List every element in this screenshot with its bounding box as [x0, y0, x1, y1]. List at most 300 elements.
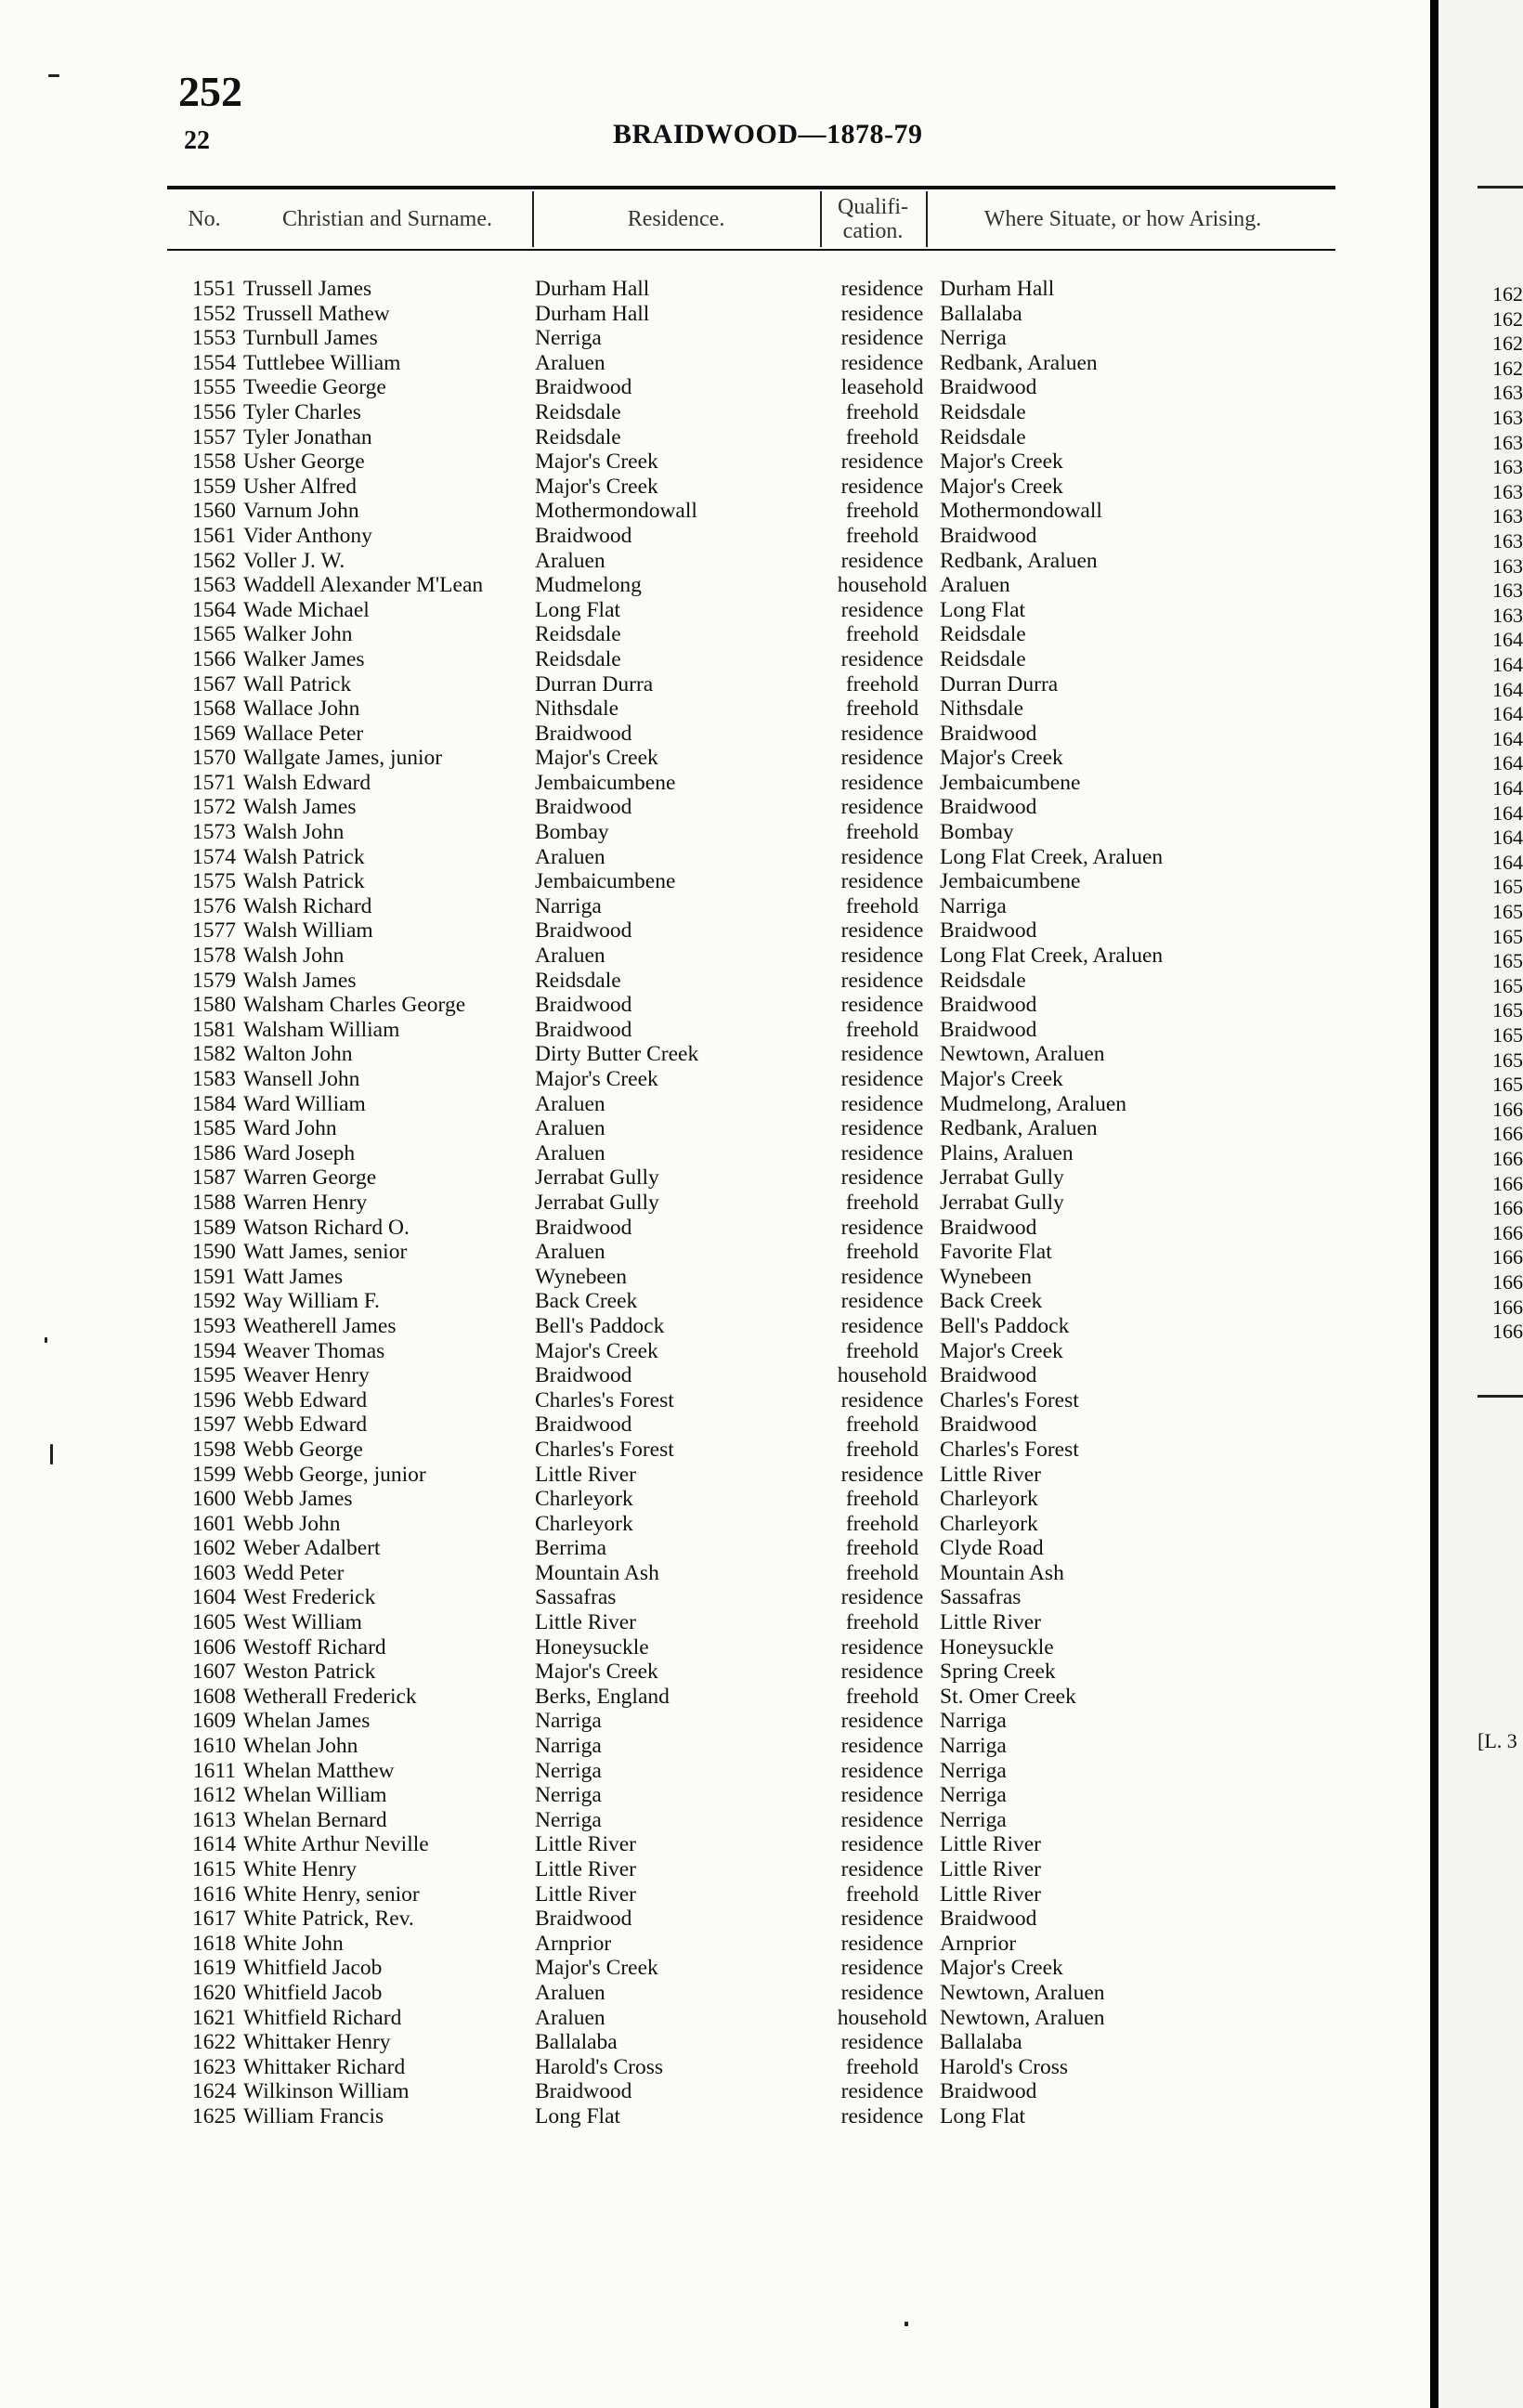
entry-qualification: household	[837, 2005, 928, 2030]
table-row	[0, 1141, 1430, 1166]
entry-where: Mountain Ash	[940, 1560, 1064, 1585]
entry-residence: Major's Creek	[535, 449, 658, 475]
table-row	[0, 1191, 1430, 1216]
table-row	[0, 1759, 1430, 1784]
table-row	[0, 1585, 1430, 1610]
table-row	[0, 1042, 1430, 1067]
entry-residence: Araluen	[535, 1240, 605, 1265]
entry-name: Ward Joseph	[243, 1140, 356, 1165]
entry-name: Way William F.	[243, 1289, 380, 1314]
entry-number: 1610	[192, 1734, 236, 1759]
entry-residence: Narriga	[535, 1709, 602, 1734]
entry-residence: Araluen	[535, 548, 605, 573]
table-row	[0, 820, 1430, 845]
fragment-number: 162	[1492, 282, 1523, 306]
entry-where: Jerrabat Gully	[940, 1190, 1064, 1215]
entry-number: 1591	[192, 1264, 236, 1289]
table-row	[0, 1363, 1430, 1388]
fragment-number: 163	[1492, 479, 1523, 503]
entry-number: 1571	[192, 770, 236, 795]
fragment-number: 163	[1492, 504, 1523, 528]
entry-qualification: residence	[840, 1907, 924, 1932]
entry-name: Usher George	[243, 449, 365, 475]
entry-residence: Araluen	[535, 1091, 605, 1116]
entry-where: Long Flat	[940, 2103, 1026, 2128]
entry-where: Long Flat Creek, Araluen	[940, 944, 1164, 969]
entry-name: Wilkinson William	[243, 2079, 410, 2104]
table-row	[0, 1956, 1430, 1981]
entry-number: 1554	[192, 350, 236, 375]
fragment-number: 164	[1492, 776, 1523, 800]
table-row	[0, 598, 1430, 623]
entry-name: Webb Edward	[243, 1412, 368, 1438]
entry-qualification: residence	[840, 1215, 924, 1240]
entry-where: Nerriga	[940, 1807, 1007, 1832]
table-row	[0, 1635, 1430, 1660]
entry-name: Whitfield Jacob	[243, 1956, 383, 1981]
entry-number: 1601	[192, 1511, 236, 1536]
entry-qualification: residence	[840, 548, 924, 573]
entry-qualification: residence	[840, 2079, 924, 2104]
entry-name: Walsh John	[243, 820, 345, 845]
table-row	[0, 326, 1430, 351]
entry-qualification: freehold	[845, 1338, 919, 1363]
entry-residence: Long Flat	[535, 597, 621, 622]
table-row	[0, 573, 1430, 598]
table-row	[0, 1018, 1430, 1043]
entry-where: Ballalaba	[940, 301, 1022, 326]
entry-number: 1564	[192, 597, 236, 622]
entry-qualification: freehold	[845, 1511, 919, 1536]
table-row	[0, 425, 1430, 450]
entry-qualification: freehold	[845, 820, 919, 845]
entry-name: William Francis	[243, 2103, 384, 2128]
table-row	[0, 1165, 1430, 1191]
entry-where: Narriga	[940, 1734, 1007, 1759]
fragment-number: 166	[1492, 1320, 1523, 1344]
entry-residence: Long Flat	[535, 2103, 621, 2128]
entry-name: Trussell James	[243, 277, 372, 301]
fragment-number: 166	[1492, 1122, 1523, 1146]
entry-name: Wallgate James, junior	[243, 746, 443, 771]
entry-qualification: residence	[840, 449, 924, 475]
entry-where: Braidwood	[940, 2079, 1037, 2104]
entry-name: Warren Henry	[243, 1190, 368, 1215]
entry-number: 1566	[192, 646, 236, 671]
fragment-number: 163	[1492, 603, 1523, 627]
entry-number: 1551	[192, 277, 236, 301]
fragment-number: 164	[1492, 826, 1523, 850]
entry-qualification: residence	[840, 646, 924, 671]
entry-where: Jembaicumbene	[940, 770, 1081, 795]
entry-number: 1587	[192, 1165, 236, 1191]
entry-qualification: residence	[840, 1807, 924, 1832]
entry-residence: Little River	[535, 1462, 636, 1487]
entry-name: Webb James	[243, 1487, 353, 1512]
entry-qualification: residence	[840, 1091, 924, 1116]
fragment-number: 164	[1492, 751, 1523, 775]
entry-number: 1618	[192, 1931, 236, 1956]
table-row	[0, 1660, 1430, 1685]
entry-number: 1582	[192, 1042, 236, 1067]
table-row	[0, 1882, 1430, 1907]
entry-residence: Little River	[535, 1610, 636, 1635]
entry-qualification: residence	[840, 1264, 924, 1289]
entry-number: 1625	[192, 2103, 236, 2128]
table-row	[0, 2030, 1430, 2055]
entry-residence: Araluen	[535, 1140, 605, 1165]
entry-where: Little River	[940, 1610, 1041, 1635]
entry-qualification: leasehold	[840, 375, 924, 400]
entry-number: 1584	[192, 1091, 236, 1116]
fragment-number: 163	[1492, 455, 1523, 479]
entry-qualification: residence	[840, 326, 924, 351]
entry-qualification: residence	[840, 918, 924, 944]
table-row	[0, 2079, 1430, 2104]
entry-where: Major's Creek	[940, 1067, 1063, 1091]
entry-qualification: residence	[840, 2030, 924, 2055]
entry-residence: Araluen	[535, 350, 605, 375]
entry-where: Braidwood	[940, 1017, 1037, 1042]
entry-residence: Braidwood	[535, 1363, 632, 1388]
table-row	[0, 549, 1430, 574]
entry-qualification: residence	[840, 1660, 924, 1685]
entry-residence: Braidwood	[535, 1215, 632, 1240]
entry-qualification: freehold	[845, 1240, 919, 1265]
table-row	[0, 969, 1430, 994]
entry-number: 1552	[192, 301, 236, 326]
entry-number: 1596	[192, 1387, 236, 1412]
entry-residence: Little River	[535, 1857, 636, 1881]
entry-qualification: freehold	[845, 893, 919, 918]
header-bottom-rule	[167, 249, 1335, 251]
entry-residence: Reidsdale	[535, 399, 621, 424]
entry-residence: Reidsdale	[535, 622, 621, 647]
entry-qualification: residence	[840, 1758, 924, 1783]
fragment-number: 164	[1492, 653, 1523, 676]
entry-qualification: residence	[840, 1042, 924, 1067]
entry-qualification: residence	[840, 770, 924, 795]
entry-number: 1590	[192, 1240, 236, 1265]
entry-name: Tweedie George	[243, 375, 386, 400]
entry-where: Durham Hall	[940, 277, 1055, 301]
entry-where: Little River	[940, 1881, 1041, 1907]
entry-name: Wetherall Frederick	[243, 1684, 417, 1709]
entry-number: 1598	[192, 1437, 236, 1462]
entry-where: Redbank, Araluen	[940, 548, 1098, 573]
entry-number: 1620	[192, 1980, 236, 2005]
entry-residence: Charleyork	[535, 1487, 633, 1512]
entry-residence: Araluen	[535, 1980, 605, 2005]
entry-number: 1607	[192, 1660, 236, 1685]
entry-where: Jerrabat Gully	[940, 1165, 1064, 1191]
table-row	[0, 499, 1430, 524]
entry-number: 1588	[192, 1190, 236, 1215]
entry-where: Nerriga	[940, 1783, 1007, 1808]
column-header-name: Christian and Surname.	[282, 207, 492, 231]
entry-where: Reidsdale	[940, 968, 1026, 993]
page-number: 252	[178, 68, 242, 115]
entry-where: Braidwood	[940, 918, 1037, 944]
table-row	[0, 1265, 1430, 1290]
entry-where: Long Flat Creek, Araluen	[940, 844, 1164, 869]
entry-residence: Sassafras	[535, 1585, 617, 1610]
entry-where: Bell's Paddock	[940, 1313, 1070, 1338]
entry-number: 1611	[192, 1758, 236, 1783]
table-row	[0, 1116, 1430, 1141]
entry-qualification: freehold	[845, 1412, 919, 1438]
entry-name: Weston Patrick	[243, 1660, 376, 1685]
entry-residence: Mountain Ash	[535, 1560, 659, 1585]
entry-number: 1557	[192, 424, 236, 449]
entry-qualification: residence	[840, 944, 924, 969]
entry-name: Walker James	[243, 646, 365, 671]
table-row	[0, 375, 1430, 400]
entry-where: Newtown, Araluen	[940, 2005, 1105, 2030]
entry-residence: Back Creek	[535, 1289, 638, 1314]
entry-number: 1563	[192, 573, 236, 598]
entry-residence: Araluen	[535, 844, 605, 869]
fragment-number: 163	[1492, 430, 1523, 454]
entry-where: Braidwood	[940, 1412, 1037, 1438]
entry-residence: Araluen	[535, 944, 605, 969]
table-row	[0, 1808, 1430, 1833]
entry-residence: Braidwood	[535, 1412, 632, 1438]
table-row	[0, 475, 1430, 500]
table-row	[0, 672, 1430, 697]
entry-where: St. Omer Creek	[940, 1684, 1076, 1709]
entry-residence: Nerriga	[535, 1807, 602, 1832]
entry-name: Whitfield Jacob	[243, 1980, 383, 2005]
entry-number: 1568	[192, 696, 236, 722]
entry-where: Charleyork	[940, 1487, 1038, 1512]
entry-number: 1577	[192, 918, 236, 944]
fragment-number: 166	[1492, 1147, 1523, 1170]
entry-residence: Dirty Butter Creek	[535, 1042, 699, 1067]
entry-name: Wedd Peter	[243, 1560, 345, 1585]
entry-number: 1589	[192, 1215, 236, 1240]
entry-qualification: residence	[840, 869, 924, 894]
entry-name: Walsham William	[243, 1017, 400, 1042]
table-row	[0, 647, 1430, 672]
entry-qualification: residence	[840, 721, 924, 746]
entry-where: Bombay	[940, 820, 1014, 845]
table-row	[0, 1388, 1430, 1413]
entry-name: Walsh Patrick	[243, 869, 365, 894]
table-row	[0, 1685, 1430, 1710]
entry-where: Charleyork	[940, 1511, 1038, 1536]
entry-name: Walton John	[243, 1042, 353, 1067]
entry-qualification: freehold	[845, 1487, 919, 1512]
entry-qualification: residence	[840, 1634, 924, 1660]
fragment-number: 164	[1492, 628, 1523, 652]
entry-number: 1565	[192, 622, 236, 647]
entry-name: Tuttlebee William	[243, 350, 401, 375]
entry-name: Turnbull James	[243, 326, 378, 351]
entry-qualification: freehold	[845, 424, 919, 449]
table-row	[0, 2006, 1430, 2031]
entry-number: 1573	[192, 820, 236, 845]
entry-qualification: freehold	[845, 671, 919, 696]
fragment-number: 164	[1492, 850, 1523, 874]
entry-qualification: residence	[840, 1931, 924, 1956]
table-row	[0, 1067, 1430, 1092]
table-row	[0, 696, 1430, 722]
entry-where: Wynebeen	[940, 1264, 1033, 1289]
table-row	[0, 1438, 1430, 1463]
table-row	[0, 1857, 1430, 1882]
entry-number: 1574	[192, 844, 236, 869]
entry-residence: Durham Hall	[535, 277, 650, 301]
fragment-number: 165	[1492, 900, 1523, 923]
table-row	[0, 1512, 1430, 1537]
entry-residence: Major's Creek	[535, 1660, 658, 1685]
entry-name: West Frederick	[243, 1585, 376, 1610]
table-row	[0, 944, 1430, 969]
entry-where: Reidsdale	[940, 646, 1026, 671]
entry-residence: Mothermondowall	[535, 499, 697, 524]
entry-where: Nerriga	[940, 326, 1007, 351]
entry-name: Tyler Charles	[243, 399, 361, 424]
table-row	[0, 869, 1430, 894]
entry-number: 1579	[192, 968, 236, 993]
entry-name: Wade Michael	[243, 597, 370, 622]
entry-where: Major's Creek	[940, 474, 1063, 499]
entry-number: 1609	[192, 1709, 236, 1734]
table-row	[0, 1734, 1430, 1759]
entry-name: Walsh John	[243, 944, 345, 969]
entry-name: Varnum John	[243, 499, 359, 524]
entry-where: Newtown, Araluen	[940, 1980, 1105, 2005]
entry-residence: Charles's Forest	[535, 1437, 674, 1462]
entry-qualification: residence	[840, 1165, 924, 1191]
entry-number: 1612	[192, 1783, 236, 1808]
entry-qualification: residence	[840, 844, 924, 869]
fragment-number: 164	[1492, 800, 1523, 825]
table-row	[0, 449, 1430, 475]
table-row	[0, 1981, 1430, 2006]
fragment-number: 166	[1492, 1270, 1523, 1294]
table-row	[0, 277, 1430, 302]
entry-where: Back Creek	[940, 1289, 1043, 1314]
table-row	[0, 400, 1430, 425]
table-row	[0, 993, 1430, 1018]
entry-name: Whittaker Henry	[243, 2030, 391, 2055]
table-row	[0, 746, 1430, 771]
entry-qualification: residence	[840, 1140, 924, 1165]
entry-number: 1575	[192, 869, 236, 894]
entry-residence: Braidwood	[535, 1907, 632, 1932]
entry-qualification: residence	[840, 1980, 924, 2005]
entry-qualification: residence	[840, 795, 924, 820]
entry-number: 1600	[192, 1487, 236, 1512]
fragment-number: 166	[1492, 1245, 1523, 1269]
fragment-number: 165	[1492, 924, 1523, 948]
entry-where: Major's Creek	[940, 449, 1063, 475]
entry-where: Braidwood	[940, 1215, 1037, 1240]
entry-number: 1605	[192, 1610, 236, 1635]
table-row	[0, 894, 1430, 919]
table-row	[0, 918, 1430, 944]
entry-name: Ward John	[243, 1116, 337, 1141]
entry-qualification: residence	[840, 2103, 924, 2128]
entry-number: 1553	[192, 326, 236, 351]
fragment-number: 165	[1492, 973, 1523, 997]
entry-residence: Major's Creek	[535, 1067, 658, 1091]
entry-qualification: freehold	[845, 1560, 919, 1585]
entry-residence: Braidwood	[535, 1017, 632, 1042]
entry-where: Reidsdale	[940, 399, 1026, 424]
entry-number: 1592	[192, 1289, 236, 1314]
table-row	[0, 2104, 1430, 2129]
entry-number: 1578	[192, 944, 236, 969]
fragment-number: 166	[1492, 1196, 1523, 1220]
entry-qualification: freehold	[845, 1017, 919, 1042]
entry-qualification: residence	[840, 1783, 924, 1808]
entry-qualification: residence	[840, 1067, 924, 1091]
entry-where: Braidwood	[940, 721, 1037, 746]
entry-name: Westoff Richard	[243, 1634, 386, 1660]
entry-where: Braidwood	[940, 795, 1037, 820]
entry-where: Major's Creek	[940, 1956, 1063, 1981]
table-row	[0, 2055, 1430, 2080]
entry-number: 1599	[192, 1462, 236, 1487]
column-header-residence: Residence.	[627, 207, 725, 231]
entry-number: 1586	[192, 1140, 236, 1165]
entry-number: 1593	[192, 1313, 236, 1338]
entry-residence: Narriga	[535, 893, 602, 918]
entry-where: Major's Creek	[940, 1338, 1063, 1363]
entry-residence: Jembaicumbene	[535, 770, 676, 795]
table-row	[0, 722, 1430, 747]
fragment-number: 166	[1492, 1295, 1523, 1319]
entry-where: Araluen	[940, 573, 1010, 598]
entry-name: Watson Richard O.	[243, 1215, 410, 1240]
entry-name: Whelan John	[243, 1734, 358, 1759]
entry-name: Weber Adalbert	[243, 1536, 381, 1561]
entry-qualification: household	[837, 573, 928, 598]
entry-residence: Nerriga	[535, 1758, 602, 1783]
entry-name: Weaver Henry	[243, 1363, 370, 1388]
entry-residence: Nithsdale	[535, 696, 619, 722]
entry-name: Wallace John	[243, 696, 360, 722]
scan-speck	[45, 1337, 47, 1343]
entry-residence: Nerriga	[535, 1783, 602, 1808]
entry-qualification: residence	[840, 1857, 924, 1881]
entry-name: White John	[243, 1931, 344, 1956]
entry-qualification: residence	[840, 1709, 924, 1734]
fragment-note: [L. 3	[1477, 1729, 1517, 1752]
entry-qualification: residence	[840, 277, 924, 301]
entry-qualification: residence	[840, 474, 924, 499]
entry-where: Long Flat	[940, 597, 1026, 622]
table-row	[0, 1932, 1430, 1957]
entry-number: 1619	[192, 1956, 236, 1981]
entry-number: 1594	[192, 1338, 236, 1363]
entry-number: 1608	[192, 1684, 236, 1709]
entry-number: 1572	[192, 795, 236, 820]
entry-name: Whelan Matthew	[243, 1758, 395, 1783]
fragment-number: 163	[1492, 529, 1523, 553]
entry-where: Narriga	[940, 1709, 1007, 1734]
table-row	[0, 1412, 1430, 1438]
entry-where: Ballalaba	[940, 2030, 1022, 2055]
entry-qualification: residence	[840, 1832, 924, 1857]
entry-number: 1616	[192, 1881, 236, 1907]
entry-where: Nerriga	[940, 1758, 1007, 1783]
entry-name: Watt James	[243, 1264, 344, 1289]
entry-number: 1567	[192, 671, 236, 696]
